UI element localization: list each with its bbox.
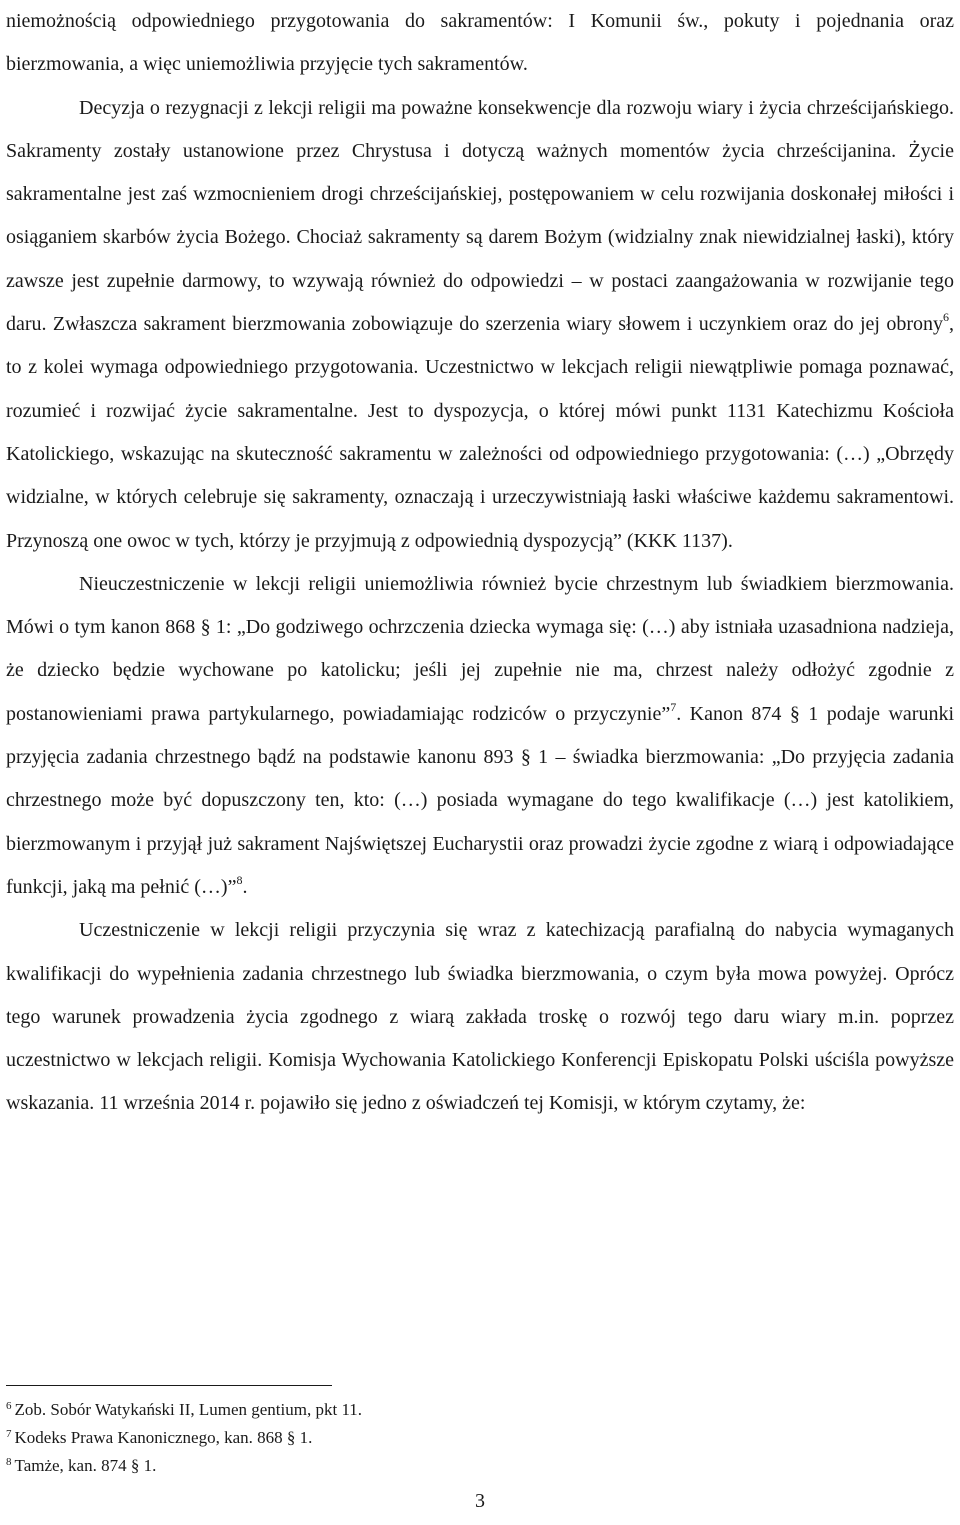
paragraph-2	[6, 87, 954, 563]
paragraph-3-text-c: .	[242, 875, 248, 898]
paragraph-3-text-a: Nieuczestniczenie w lekcji religii uniemożliwia również bycie chrzestnym lub świadkiem bierzmowania. Mówi o tym kanon 868 § 1: „Do godziwego ochrzczenia dziecka wymaga się: (…) aby istniała uzasadniona nadzieja, że dziecko będzie wychowane po katolicku; jeśli jej zupełnie nie ma, chrzest należy odłożyć zgodnie z postanowieniami prawa partykularnego, powiadamiając rodziców o przyczynie”	[6, 572, 954, 725]
footnote-number: 6	[6, 1400, 12, 1412]
footnote-ref-7[interactable]: 7	[670, 699, 677, 714]
paragraph-2-text-a: Decyzja o rezygnacji z lekcji religii ma poważne konsekwencje dla rozwoju wiary i życia chrześcijańskiego. Sakramenty zostały ustanowione przez Chrystusa i dotyczą ważnych momentów życia chrześcijanina. Życie sakramentalne jest zaś wzmocnieniem drogi chrześcijańskiej, postępowaniem w celu rozwijania doskonałej miłości i osiąganiem skarbów życia Bożego. Chociaż sakramenty są darem Bożym (widzialny znak niewidzialnej łaski), który zawsze jest zupełnie darmowy, to wzywają również do odpowiedzi – w postaci zaangażowania w rozwijanie tego daru. Zwłaszcza sakrament bierzmowania zobowiązuje do szerzenia wiary słowem i uczynkiem oraz do jej obrony	[6, 96, 954, 336]
footnote-text: Kodeks Prawa Kanonicznego, kan. 868 § 1.	[14, 1428, 313, 1447]
paragraph-4-text: Uczestniczenie w lekcji religii przyczynia się wraz z katechizacją parafialną do nabycia wymaganych kwalifikacji do wypełnienia zadania chrzestnego lub świadka bierzmowania, o czym była mowa powyżej. Oprócz tego warunek prowadzenia życia zgodnego z wiarą zakłada troskę o rozwój tego daru wiary m.in. poprzez uczestnictwo w lekcjach religii. Komisja Wychowania Katolickiego Konferencji Episkopatu Polski uściśla powyższe wskazania. 11 września 2014 r. pojawiło się jedno z oświadczeń tej Komisji, w którym czytamy, że:	[6, 919, 954, 1115]
footnote-text: Zob. Sobór Watykański II, Lumen gentium, pkt 11.	[14, 1400, 363, 1419]
footnote-ref-8[interactable]: 8	[236, 872, 243, 887]
paragraph-2-text-b: , to z kolei wymaga odpowiedniego przygotowania. Uczestnictwo w lekcjach religii niewątpliwie pomaga poznawać, rozumieć i rozwijać życie sakramentalne. Jest to dyspozycja, o której mówi punkt 1131 Katechizmu Kościoła Katolickiego, wskazując na skuteczność sakramentu w zależności od odpowiedniego przygotowania: (…) „Obrzędy widzialne, w których celebruje się sakramenty, oznaczają i urzeczywistniają łaski właściwe każdemu sakramentowi. Przynoszą one owoc w tych, którzy je przyjmują z odpowiednią dyspozycją” (KKK 1137).	[6, 313, 954, 552]
paragraph-3-text-b: . Kanon 874 § 1 podaje warunki przyjęcia zadania chrzestnego bądź na podstawie kanonu 893 § 1 – świadka bierzmowania: „Do przyjęcia zadania chrzestnego może być dopuszczony ten, kto: (…) posiada wymagane do tego kwalifikacje (…) jest katolikiem, bierzmowanym i przyjął już sakrament Najświętszej Eucharystii oraz prowadzi życie zgodne z wiarą i odpowiadające funkcji, jaką ma pełnić (…)”	[6, 702, 954, 898]
footnote-8	[6, 1450, 362, 1478]
paragraph-1-text: niemożnością odpowiedniego przygotowania do sakramentów: I Komunii św., pokuty i pojednania oraz bierzmowania, a więc uniemożliwia przyjęcie tych sakramentów.	[6, 10, 954, 76]
footnote-7	[6, 1422, 362, 1450]
paragraph-1	[6, 0, 954, 87]
page-number: 3	[475, 1490, 485, 1512]
footnote-number: 7	[6, 1428, 12, 1440]
paragraph-4	[6, 909, 954, 1125]
paragraph-3	[6, 563, 954, 909]
footnote-ref-6[interactable]: 6	[943, 310, 949, 325]
body-text	[6, 0, 954, 1126]
footnote-divider	[6, 1385, 332, 1386]
footnote-text: Tamże, kan. 874 § 1.	[14, 1456, 157, 1475]
footnote-number: 8	[6, 1456, 12, 1468]
footnote-6	[6, 1394, 362, 1422]
footnotes	[6, 1394, 362, 1478]
